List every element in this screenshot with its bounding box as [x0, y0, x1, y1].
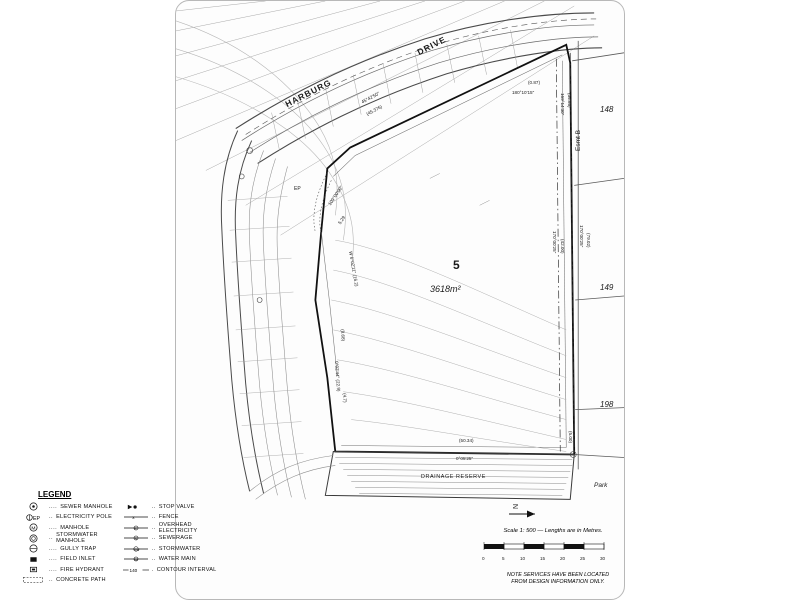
legend-item-manhole: M .... MANHOLE: [20, 523, 117, 532]
scale-tick: 10: [520, 556, 526, 561]
legend-item-fence: x .. FENCE: [123, 513, 220, 522]
neighbour-lot-148: 148: [600, 105, 614, 114]
legend-item-stormwater: SW .. STORMWATER: [123, 544, 220, 553]
legend-label: WATER MAIN: [158, 556, 196, 562]
svg-text:EP: EP: [33, 515, 40, 522]
legend-label: ELECTRICITY POLE: [56, 514, 113, 520]
legend: [20, 490, 220, 590]
services-note: [478, 572, 638, 587]
legend-item-water-main: W .. WATER MAIN: [123, 555, 220, 564]
legend-item-field-inlet: .... FIELD INLET: [20, 555, 117, 564]
bearing-label: 5.29: [337, 215, 347, 226]
manhole-icon: [20, 524, 46, 532]
neighbour-lot-149: 149: [600, 283, 614, 292]
legend-column-symbols: [20, 502, 117, 585]
scale-tick: 30: [600, 556, 606, 561]
north-arrow: [505, 498, 539, 520]
svg-text:M: M: [30, 526, 35, 532]
legend-item-contour-interval: 140 . CONTOUR INTERVAL: [123, 565, 220, 574]
legend-label: CONCRETE PATH: [56, 577, 106, 583]
bearing-label: 170°00'25": [552, 231, 557, 254]
lot-area: 3618m²: [430, 284, 461, 294]
scale-bar-graphic: [478, 536, 628, 558]
field-inlet-icon: [20, 555, 46, 563]
easement-label: Esmt B: [575, 130, 582, 151]
bearing-label: (45.376): [365, 104, 383, 117]
svg-text:S: S: [133, 535, 137, 541]
legend-label: STOP VALVE: [158, 503, 195, 510]
legend-item-sewer-manhole: .... SEWER MANHOLE: [20, 502, 117, 511]
svg-text:E: E: [133, 525, 137, 531]
legend-item-stormwater-manhole: .. STORMWATER MANHOLE: [20, 534, 117, 543]
bearing-label: (42.00): [560, 239, 565, 254]
svg-text:140: 140: [129, 567, 137, 573]
fire-hydrant-icon: [20, 566, 46, 574]
neighbour-lot-198: 198: [600, 400, 614, 409]
fence-line-icon: [123, 513, 149, 521]
legend-title: LEGEND: [38, 490, 72, 499]
bearing-label: W 6°02'11" (16.2): [348, 250, 360, 287]
bearing-label: 170°00'25": [579, 225, 584, 248]
bearing-label: (5.00): [568, 431, 573, 444]
overhead-electricity-line-icon: [123, 524, 149, 532]
scale-tick: 15: [540, 556, 546, 561]
services-note-line2: FROM DESIGN INFORMATION ONLY.: [511, 579, 605, 586]
stormwater-line-icon: [123, 545, 149, 553]
legend-item-gully-trap: .... GULLY TRAP: [20, 544, 117, 553]
bearing-label: (9.68): [340, 328, 346, 342]
bearing-label: 169°14'30": [560, 93, 565, 116]
water-main-line-icon: [123, 555, 149, 563]
legend-item-electricity-pole: EP .. ELECTRICITY POLE: [20, 513, 117, 522]
bearing-label: (4.7): [342, 392, 348, 403]
legend-item-sewerage: S .. SEWERAGE: [123, 534, 220, 543]
lot-number: 5: [453, 258, 460, 272]
svg-text:SW: SW: [133, 547, 140, 552]
plan-linework: [176, 1, 624, 599]
contour-interval-icon: [123, 566, 149, 574]
legend-item-overhead-electricity: E .. OVERHEAD ELECTRICITY: [123, 523, 220, 532]
survey-plan-sheet: [175, 0, 625, 600]
svg-text:x: x: [131, 515, 135, 521]
bearing-label: 0°05'25": [456, 456, 474, 461]
sewerage-line-icon: [123, 534, 149, 542]
stormwater-manhole-icon: [20, 534, 46, 542]
sewer-manhole-icon: [20, 503, 46, 511]
drainage-reserve-label: DRAINAGE RESERVE: [421, 474, 486, 480]
scale-bar: [478, 528, 628, 573]
scale-tick: 5: [502, 556, 505, 561]
legend-label: GULLY TRAP: [60, 545, 97, 552]
electricity-pole-icon: EP: [294, 186, 301, 192]
electricity-pole-icon: [20, 513, 46, 521]
legend-label: STORMWATER MANHOLE: [56, 532, 98, 544]
legend-label: SEWERAGE: [158, 535, 193, 541]
legend-label: STORMWATER: [158, 545, 201, 552]
svg-text:N: N: [513, 503, 520, 509]
bearing-label: 45°42'50": [360, 90, 381, 105]
legend-label: OVERHEAD ELECTRICITY: [158, 521, 198, 534]
scale-tick: 0: [482, 556, 485, 561]
bearing-label: (34.86): [567, 93, 572, 108]
legend-label: MANHOLE: [60, 524, 90, 531]
scale-tick: 20: [560, 556, 566, 561]
legend-label: FIELD INLET: [60, 556, 96, 562]
park-label: Park: [594, 482, 608, 489]
bearing-label: 0°02'44" (22.9): [334, 360, 342, 392]
bearing-label: (79.02): [586, 233, 591, 248]
legend-column-lines: [123, 502, 220, 585]
services-note-line1: NOTE SERVICES HAVE BEEN LOCATED: [506, 572, 610, 578]
concrete-path-icon: [20, 576, 46, 584]
bearing-label: 180°10'15": [512, 90, 535, 95]
legend-item-fire-hydrant: .... FIRE HYDRANT: [20, 565, 117, 574]
gully-trap-icon: [20, 545, 46, 553]
bearing-label: 109°00'00": [327, 185, 344, 207]
legend-label: FIRE HYDRANT: [60, 566, 104, 573]
legend-label: SEWER MANHOLE: [60, 503, 113, 510]
scale-tick: 25: [580, 556, 586, 561]
legend-item-concrete-path: .. CONCRETE PATH: [20, 576, 117, 585]
svg-text:W: W: [133, 556, 138, 562]
stop-valve-icon: [123, 503, 149, 511]
legend-label: FENCE: [158, 514, 179, 520]
bearing-label: (0.87): [528, 80, 541, 85]
legend-item-stop-valve: .. STOP VALVE: [123, 502, 220, 511]
bearing-label: (50.34): [459, 438, 474, 443]
scale-caption: Scale 1: 500 — Lengths are in Metres.: [503, 528, 603, 534]
road-label-harburg: HARBURG: [283, 77, 334, 110]
legend-label: CONTOUR INTERVAL: [156, 566, 217, 573]
road-label-drive: DRIVE: [415, 34, 448, 58]
